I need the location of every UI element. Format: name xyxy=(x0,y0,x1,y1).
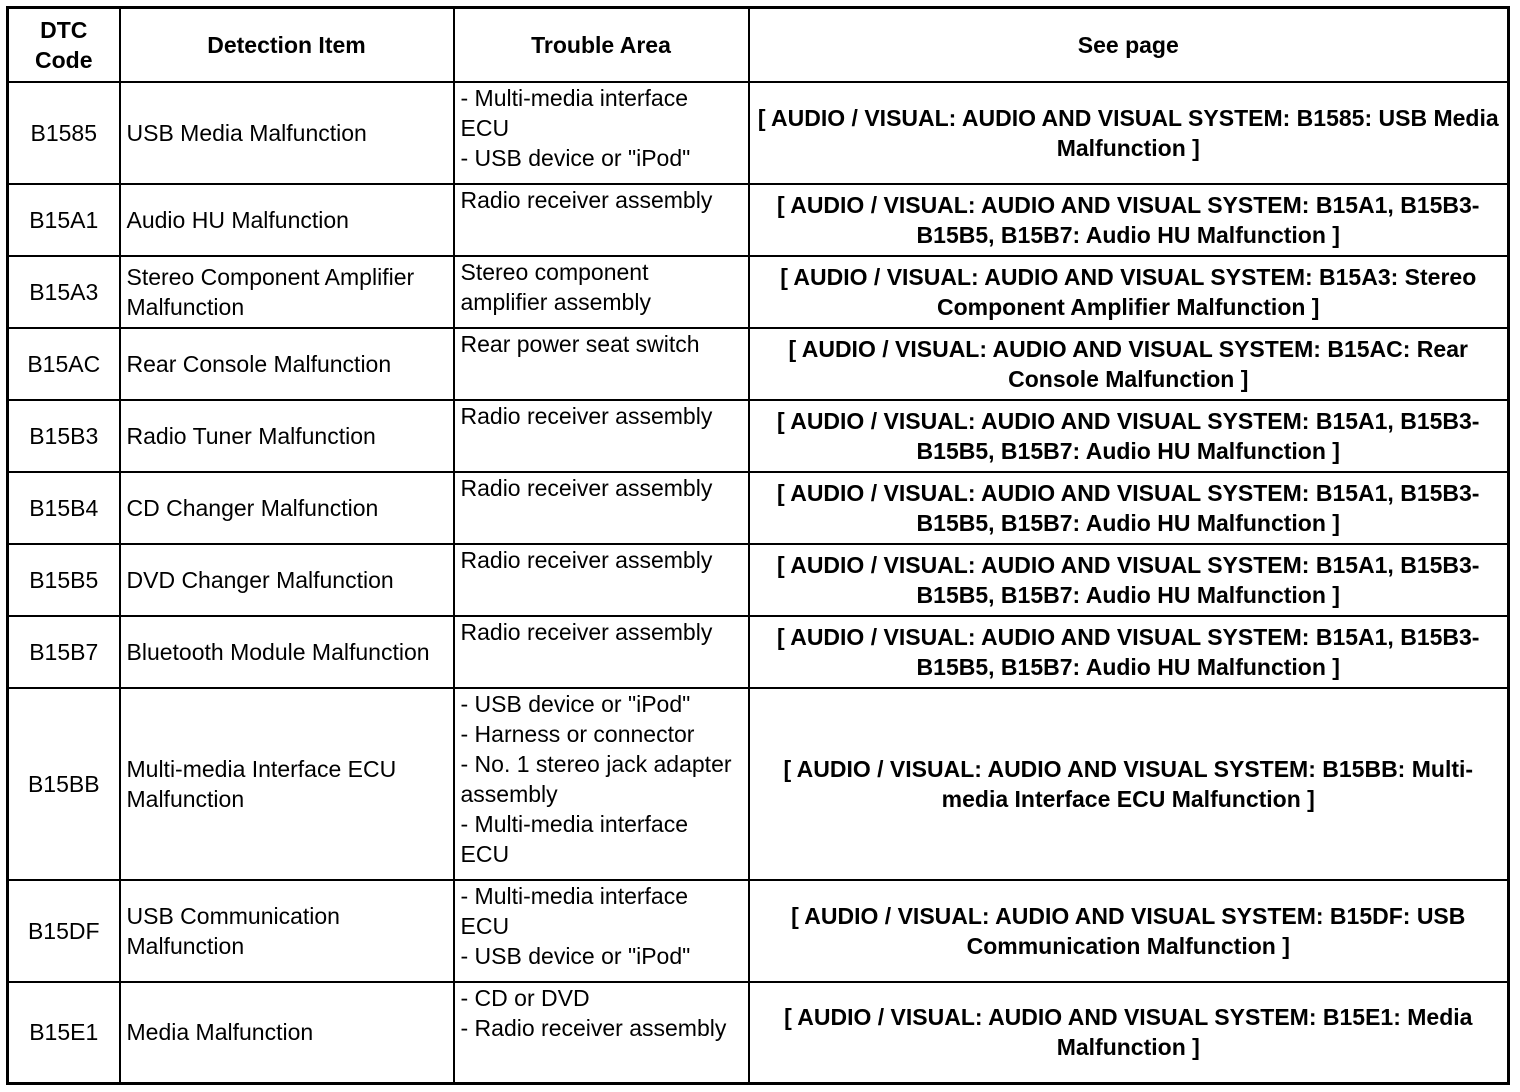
dtc-code: B15AC xyxy=(8,328,120,400)
dtc-code: B15A1 xyxy=(8,184,120,256)
see-page-link[interactable]: [ AUDIO / VISUAL: AUDIO AND VISUAL SYSTEM: B15A1, B15B3-B15B5, B15B7: Audio HU Malfunction ] xyxy=(749,184,1509,256)
dtc-code: B15E1 xyxy=(8,982,120,1084)
detection-item: Rear Console Malfunction xyxy=(120,328,454,400)
table-row xyxy=(8,982,1509,1084)
dtc-code: B15B5 xyxy=(8,544,120,616)
dtc-code: B15DF xyxy=(8,880,120,982)
table-row xyxy=(8,880,1509,982)
trouble-area: Radio receiver assembly xyxy=(454,184,749,256)
header-detection-item: Detection Item xyxy=(120,8,454,82)
detection-item: Bluetooth Module Malfunction xyxy=(120,616,454,688)
see-page-link[interactable]: [ AUDIO / VISUAL: AUDIO AND VISUAL SYSTEM: B15A1, B15B3-B15B5, B15B7: Audio HU Malfunction ] xyxy=(749,472,1509,544)
see-page-link[interactable]: [ AUDIO / VISUAL: AUDIO AND VISUAL SYSTEM: B15E1: Media Malfunction ] xyxy=(749,982,1509,1084)
trouble-area: Stereo component amplifier assembly xyxy=(454,256,749,328)
table-row xyxy=(8,472,1509,544)
see-page-link[interactable]: [ AUDIO / VISUAL: AUDIO AND VISUAL SYSTEM: B15BB: Multi-media Interface ECU Malfunction ] xyxy=(749,688,1509,880)
trouble-area: - USB device or "iPod" - Harness or connector - No. 1 stereo jack adapter assembly - Multi-media interface ECU xyxy=(454,688,749,880)
detection-item: USB Media Malfunction xyxy=(120,82,454,184)
dtc-code: B15BB xyxy=(8,688,120,880)
dtc-code: B15B4 xyxy=(8,472,120,544)
detection-item: Media Malfunction xyxy=(120,982,454,1084)
dtc-code: B15B7 xyxy=(8,616,120,688)
detection-item: Stereo Component Amplifier Malfunction xyxy=(120,256,454,328)
see-page-link[interactable]: [ AUDIO / VISUAL: AUDIO AND VISUAL SYSTEM: B15AC: Rear Console Malfunction ] xyxy=(749,328,1509,400)
see-page-link[interactable]: [ AUDIO / VISUAL: AUDIO AND VISUAL SYSTEM: B15DF: USB Communication Malfunction ] xyxy=(749,880,1509,982)
see-page-link[interactable]: [ AUDIO / VISUAL: AUDIO AND VISUAL SYSTEM: B15A1, B15B3-B15B5, B15B7: Audio HU Malfunction ] xyxy=(749,544,1509,616)
trouble-area: - Multi-media interface ECU - USB device or "iPod" xyxy=(454,880,749,982)
trouble-area: Radio receiver assembly xyxy=(454,400,749,472)
detection-item: USB Communication Malfunction xyxy=(120,880,454,982)
header-see-page: See page xyxy=(749,8,1509,82)
table-row xyxy=(8,256,1509,328)
table-row xyxy=(8,400,1509,472)
detection-item: Radio Tuner Malfunction xyxy=(120,400,454,472)
table-row xyxy=(8,616,1509,688)
trouble-area: - Multi-media interface ECU - USB device or "iPod" xyxy=(454,82,749,184)
detection-item: CD Changer Malfunction xyxy=(120,472,454,544)
dtc-code: B1585 xyxy=(8,82,120,184)
trouble-area: Radio receiver assembly xyxy=(454,544,749,616)
table-row xyxy=(8,688,1509,880)
trouble-area: Radio receiver assembly xyxy=(454,472,749,544)
see-page-link[interactable]: [ AUDIO / VISUAL: AUDIO AND VISUAL SYSTEM: B15A1, B15B3-B15B5, B15B7: Audio HU Malfunction ] xyxy=(749,616,1509,688)
dtc-table xyxy=(6,6,1510,1085)
header-trouble-area: Trouble Area xyxy=(454,8,749,82)
detection-item: DVD Changer Malfunction xyxy=(120,544,454,616)
table-row xyxy=(8,184,1509,256)
table-row xyxy=(8,544,1509,616)
trouble-area: Radio receiver assembly xyxy=(454,616,749,688)
header-dtc-code: DTC Code xyxy=(8,8,120,82)
table-row xyxy=(8,82,1509,184)
dtc-code: B15B3 xyxy=(8,400,120,472)
see-page-link[interactable]: [ AUDIO / VISUAL: AUDIO AND VISUAL SYSTEM: B15A1, B15B3-B15B5, B15B7: Audio HU Malfunction ] xyxy=(749,400,1509,472)
dtc-code: B15A3 xyxy=(8,256,120,328)
see-page-link[interactable]: [ AUDIO / VISUAL: AUDIO AND VISUAL SYSTEM: B15A3: Stereo Component Amplifier Malfunction ] xyxy=(749,256,1509,328)
table-row xyxy=(8,328,1509,400)
see-page-link[interactable]: [ AUDIO / VISUAL: AUDIO AND VISUAL SYSTEM: B1585: USB Media Malfunction ] xyxy=(749,82,1509,184)
trouble-area: - CD or DVD - Radio receiver assembly xyxy=(454,982,749,1084)
detection-item: Audio HU Malfunction xyxy=(120,184,454,256)
trouble-area: Rear power seat switch xyxy=(454,328,749,400)
table-header-row xyxy=(8,8,1509,82)
detection-item: Multi-media Interface ECU Malfunction xyxy=(120,688,454,880)
